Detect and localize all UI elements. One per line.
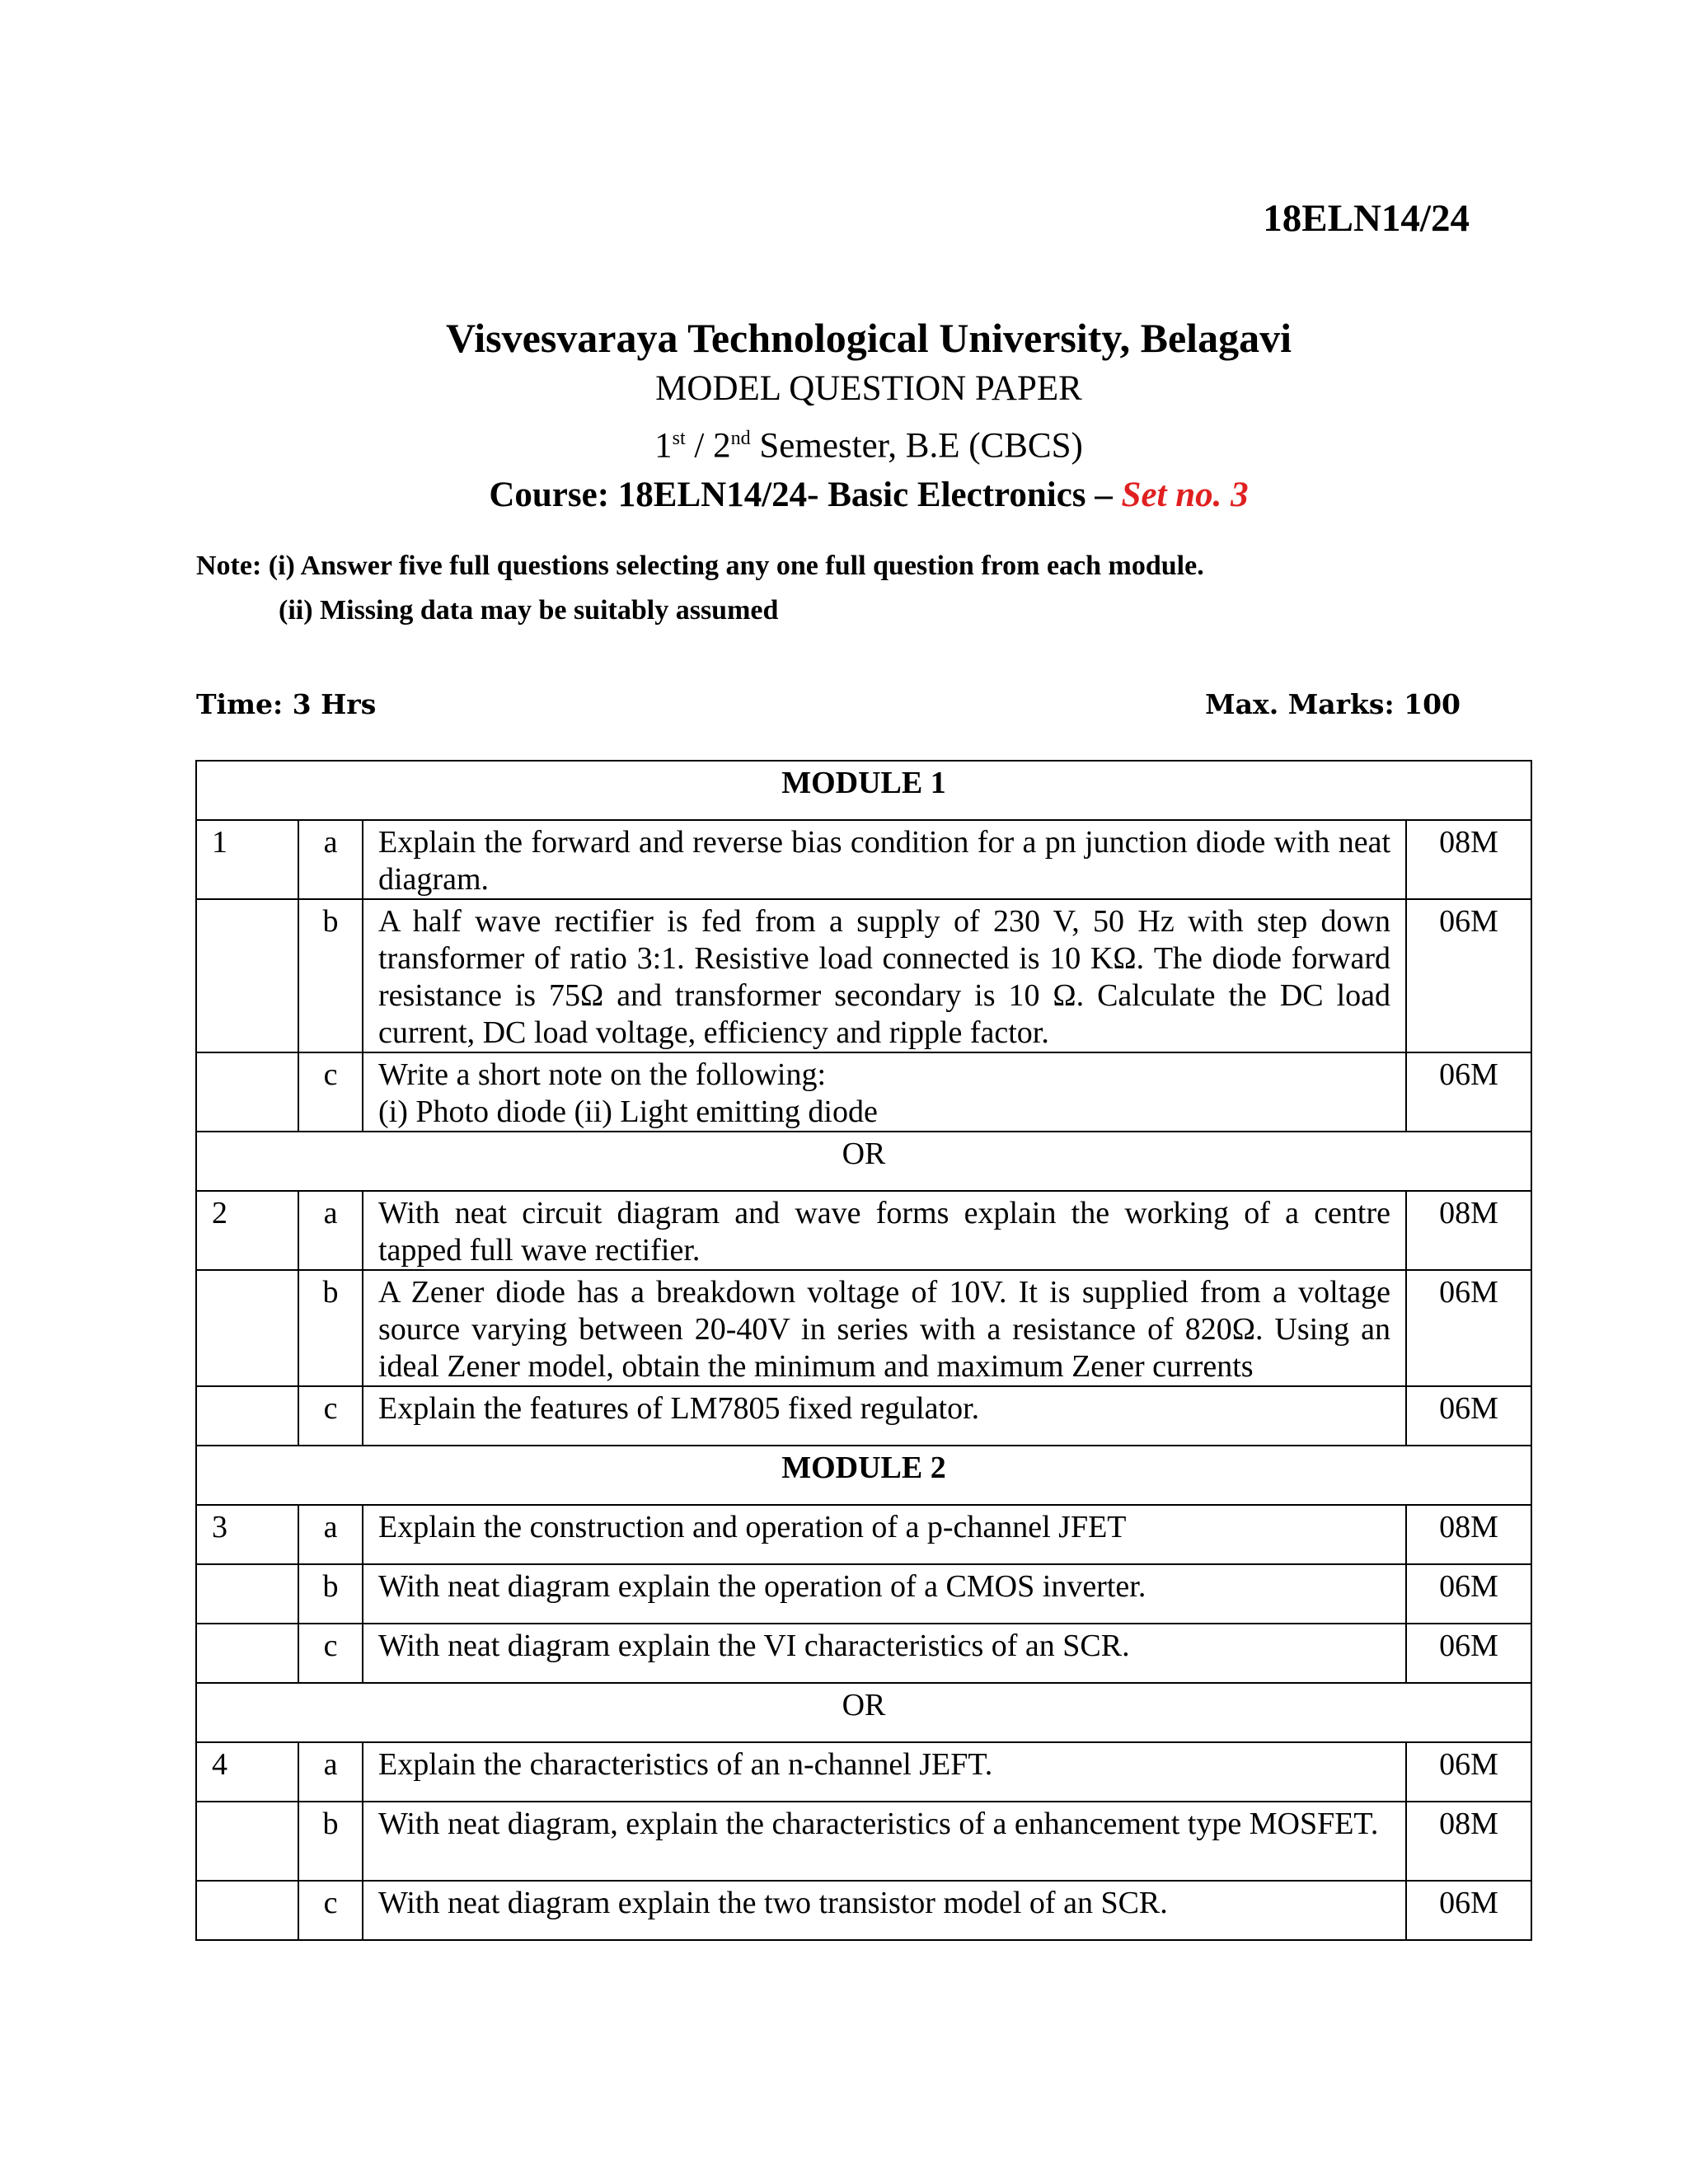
question-text: Explain the construction and operation of a p-channel JFET bbox=[363, 1505, 1406, 1564]
question-marks: 06M bbox=[1406, 1742, 1531, 1802]
table-row bbox=[196, 899, 1531, 1052]
or-separator-row bbox=[196, 1132, 1531, 1191]
set-number: Set no. 3 bbox=[1121, 476, 1249, 515]
question-marks: 06M bbox=[1406, 1386, 1531, 1446]
question-text: Write a short note on the following: (i) Photo diode (ii) Light emitting diode bbox=[363, 1052, 1406, 1132]
question-marks: 08M bbox=[1406, 820, 1531, 899]
question-number: 3 bbox=[196, 1505, 298, 1564]
question-text: A half wave rectifier is fed from a supply of 230 V, 50 Hz with step down transformer of ratio 3:1. Resistive load connected is 10 KΩ. The diode forward resistance is 75Ω and transformer secondary is 10 Ω. Calculate the DC load current, DC load voltage, efficiency and ripple factor. bbox=[363, 899, 1406, 1052]
time-label: Time: 3 Hrs bbox=[196, 688, 377, 720]
question-marks: 08M bbox=[1406, 1505, 1531, 1564]
table-row bbox=[196, 1624, 1531, 1683]
part-label: c bbox=[298, 1386, 363, 1446]
or-separator: OR bbox=[196, 1132, 1531, 1191]
question-number: 4 bbox=[196, 1742, 298, 1802]
note-line-2: (ii) Missing data may be suitably assumed bbox=[279, 595, 779, 626]
table-row bbox=[196, 1270, 1531, 1386]
question-text: A Zener diode has a breakdown voltage of 10V. It is supplied from a voltage source varying between 20-40V in series with a resistance of 820Ω. Using an ideal Zener model, obtain the minimum and maximum Zener currents bbox=[363, 1270, 1406, 1386]
question-text: With neat diagram explain the VI characteristics of an SCR. bbox=[363, 1624, 1406, 1683]
table-row bbox=[196, 1191, 1531, 1270]
part-label: a bbox=[298, 820, 363, 899]
part-label: c bbox=[298, 1624, 363, 1683]
table-row bbox=[196, 1564, 1531, 1624]
part-label: b bbox=[298, 1270, 363, 1386]
question-marks: 06M bbox=[1406, 1881, 1531, 1940]
question-text: Explain the forward and reverse bias condition for a pn junction diode with neat diagram. bbox=[363, 820, 1406, 899]
part-label: b bbox=[298, 1564, 363, 1624]
question-marks: 06M bbox=[1406, 899, 1531, 1052]
table-row bbox=[196, 1742, 1531, 1802]
table-row bbox=[196, 1052, 1531, 1132]
part-label: a bbox=[298, 1191, 363, 1270]
module-header-row bbox=[196, 1446, 1531, 1505]
question-text: With neat diagram explain the two transistor model of an SCR. bbox=[363, 1881, 1406, 1940]
university-name: Visvesvaraya Technological University, Belagavi bbox=[446, 315, 1292, 361]
note-line-1: Note: (i) Answer five full questions selecting any one full question from each module. bbox=[196, 551, 1204, 581]
module-title: MODULE 2 bbox=[196, 1446, 1531, 1505]
table-row bbox=[196, 1386, 1531, 1446]
module-header-row bbox=[196, 761, 1531, 820]
part-label: b bbox=[298, 1802, 363, 1881]
table-row bbox=[196, 1802, 1531, 1881]
paper-type: MODEL QUESTION PAPER bbox=[655, 369, 1082, 408]
paper-code: 18ELN14/24 bbox=[1263, 197, 1470, 240]
question-text: With neat diagram explain the operation of a CMOS inverter. bbox=[363, 1564, 1406, 1624]
question-table bbox=[195, 760, 1532, 1941]
or-separator: OR bbox=[196, 1683, 1531, 1742]
part-label: a bbox=[298, 1505, 363, 1564]
question-marks: 06M bbox=[1406, 1624, 1531, 1683]
question-text: Explain the characteristics of an n-channel JEFT. bbox=[363, 1742, 1406, 1802]
question-number: 1 bbox=[196, 820, 298, 899]
or-separator-row bbox=[196, 1683, 1531, 1742]
question-marks: 06M bbox=[1406, 1052, 1531, 1132]
part-label: c bbox=[298, 1881, 363, 1940]
semester-line: 1st / 2nd Semester, B.E (CBCS) bbox=[654, 426, 1083, 466]
part-label: c bbox=[298, 1052, 363, 1132]
part-label: b bbox=[298, 899, 363, 1052]
question-marks: 06M bbox=[1406, 1564, 1531, 1624]
question-number: 2 bbox=[196, 1191, 298, 1270]
question-marks: 08M bbox=[1406, 1802, 1531, 1881]
question-text: With neat circuit diagram and wave forms explain the working of a centre tapped full wave rectifier. bbox=[363, 1191, 1406, 1270]
part-label: a bbox=[298, 1742, 363, 1802]
question-text: Explain the features of LM7805 fixed regulator. bbox=[363, 1386, 1406, 1446]
question-text: With neat diagram, explain the characteristics of a enhancement type MOSFET. bbox=[363, 1802, 1406, 1881]
course-line: Course: 18ELN14/24- Basic Electronics – Set no. 3 bbox=[489, 476, 1249, 515]
table-row bbox=[196, 820, 1531, 899]
module-title: MODULE 1 bbox=[196, 761, 1531, 820]
question-marks: 06M bbox=[1406, 1270, 1531, 1386]
max-marks-label: Max. Marks: 100 bbox=[1205, 688, 1461, 720]
question-marks: 08M bbox=[1406, 1191, 1531, 1270]
table-row bbox=[196, 1505, 1531, 1564]
paper-header bbox=[0, 312, 1688, 520]
table-row bbox=[196, 1881, 1531, 1940]
instructions-note bbox=[196, 544, 1204, 633]
